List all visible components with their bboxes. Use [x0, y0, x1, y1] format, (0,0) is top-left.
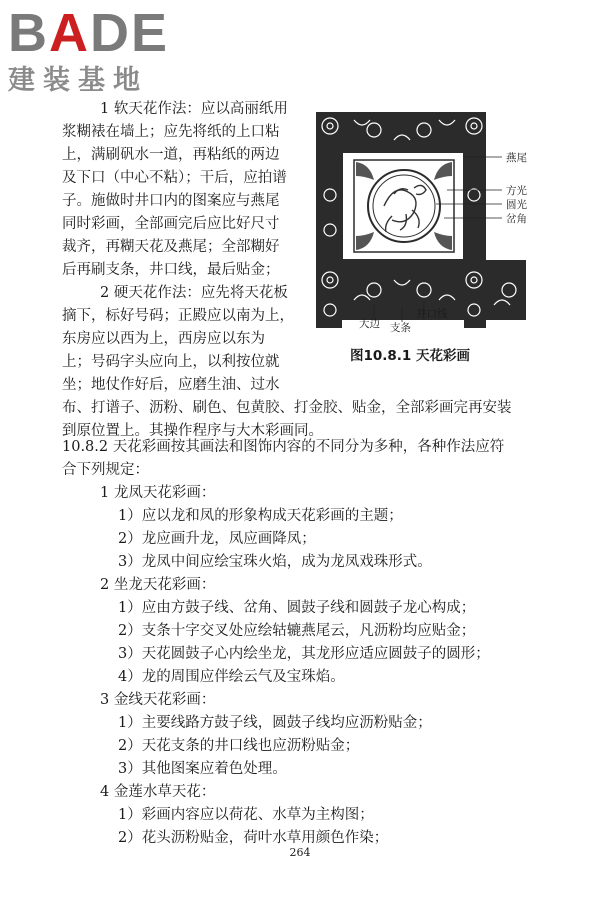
logo-subtitle: 建装基地 [8, 65, 148, 96]
page-number: 264 [289, 846, 311, 859]
label-chajiao: 岔角 [506, 213, 527, 225]
label-jingkouxian: 井口线 [416, 308, 448, 320]
figure-caption: 图10.8.1 天花彩画 [350, 348, 471, 364]
text-line: 浆糊裱在墙上；应先将纸的上口粘 [62, 124, 280, 140]
item-sub: 2）天花支条的井口线也应沥粉贴金； [118, 738, 360, 754]
section-heading: 10.8.2 天花彩画按其画法和图饰内容的不同分为多种，各种作法应符 [62, 439, 505, 455]
label-fanglu: 方光 [506, 185, 527, 197]
item-title: 2 坐龙天花彩画： [100, 577, 216, 593]
item-title: 1 龙凤天花彩画： [100, 485, 216, 501]
text-line: 坐；地仗作好后，应磨生油、过水 [62, 377, 280, 393]
label-dabian: 大边 [359, 318, 380, 330]
ceiling-painting-figure [314, 110, 544, 332]
text-line: 及下口（中心不粘）；干后，应拍谱 [62, 170, 287, 186]
text-line: 摘下，标好号码；正殿应以南为上， [62, 308, 294, 324]
text-line: 子。施做时井口内的图案应与燕尾 [62, 193, 280, 209]
text-line: 2 硬天花作法：应先将天花板 [100, 285, 288, 301]
text-line: 到原位置上。其操作程序与大木彩画同。 [62, 423, 323, 439]
item-sub: 1）主要线路方鼓子线，圆鼓子线均应沥粉贴金； [118, 715, 432, 731]
text-line: 1 软天花作法：应以高丽纸用 [100, 101, 288, 117]
item-sub: 2）支条十字交叉处应绘轱辘燕尾云，凡沥粉均应贴金； [118, 623, 476, 639]
text-line: 裁齐，再糊天花及燕尾；全部糊好 [62, 239, 280, 255]
item-sub: 3）其他图案应着色处理。 [118, 761, 287, 777]
label-zhitiao: 支条 [390, 322, 411, 334]
item-sub: 4）龙的周围应伴绘云气及宝珠焰。 [118, 669, 345, 685]
item-sub: 3）龙凤中间应绘宝珠火焰，成为龙凤戏珠形式。 [118, 554, 432, 570]
text-line: 同时彩画，全部画完后应比好尺寸 [62, 216, 280, 232]
item-sub: 3）天花圆鼓子心内绘坐龙，其龙形应适应圆鼓子的圆形； [118, 646, 490, 662]
logo [8, 3, 170, 96]
text-line: 后再刷支条，井口线，最后贴金； [62, 262, 280, 278]
text-line: 上；号码字头应向上，以利按位就 [62, 354, 280, 370]
item-sub: 2）龙应画升龙，凤应画降凤； [118, 531, 316, 547]
item-sub: 1）应以龙和凤的形象构成天花彩画的主题； [118, 508, 403, 524]
label-yanwei: 燕尾 [506, 152, 527, 164]
item-sub: 1）应由方鼓子线、岔角、圆鼓子线和圆鼓子龙心构成； [118, 600, 476, 616]
text-line: 上，满刷矾水一道，再粘纸的两边 [62, 147, 280, 163]
text-line: 布、打谱子、沥粉、刷色、包黄胶、打金胶、贴金，全部彩画完再安装 [62, 400, 512, 416]
text-line: 东房应以西为上，西房应以东为 [62, 331, 265, 347]
section-heading-cont: 合下列规定： [62, 462, 149, 478]
item-sub: 2）花头沥粉贴金，荷叶水草用颜色作染； [118, 830, 389, 846]
label-yuanguang: 圆光 [506, 199, 527, 211]
item-sub: 1）彩画内容应以荷花、水草为主构图； [118, 807, 374, 823]
logo-brand: BADE [8, 3, 170, 63]
item-title: 4 金莲水草天花： [100, 784, 216, 800]
item-title: 3 金线天花彩画： [100, 692, 216, 708]
